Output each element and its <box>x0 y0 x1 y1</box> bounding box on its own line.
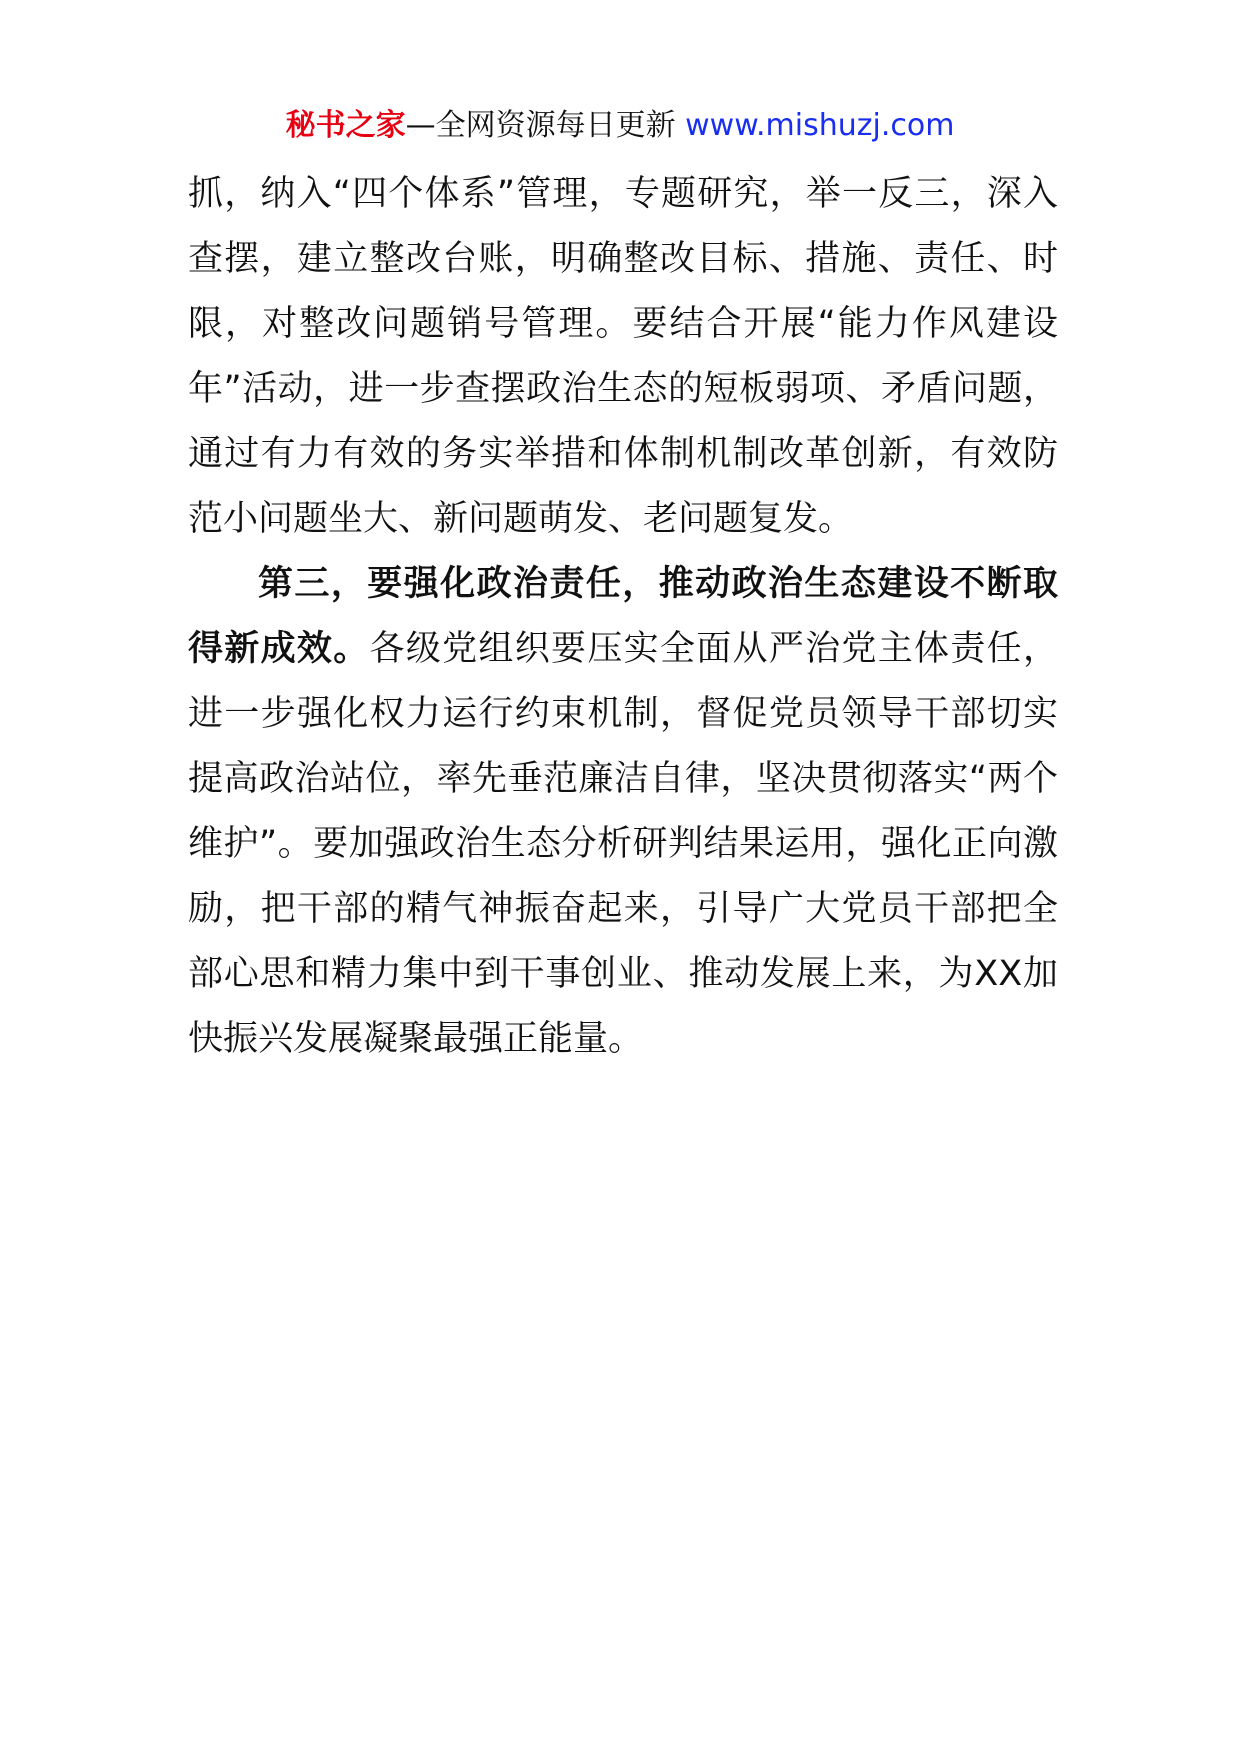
document-body <box>188 162 1058 1072</box>
paragraph-text: 各级党组织要压实全面从严治党主体责任，进一步强化权力运行约束机制，督促党员领导干部切实提高政治站位，率先垂范廉洁自律，坚决贯彻落实“两个维护”。要加强政治生态分析研判结果运用，强化正向激励，把干部的精气神振奋起来，引导广大党员干部把全部心思和精力集中到干事创业、推动发展上来，为XX加快振兴发展凝聚最强正能量。 <box>188 629 1058 1059</box>
paragraph-third-point <box>188 552 1058 1072</box>
site-brand: 秘书之家 <box>285 108 406 143</box>
paragraph-heading: 第三，要强化政治责任，推动政治生态建设不断取得新成效。 <box>188 564 1058 669</box>
site-header <box>0 104 1240 148</box>
site-url-link[interactable]: www.mishuzj.com <box>685 108 955 143</box>
paragraph-text: 抓，纳入“四个体系”管理，专题研究，举一反三，深入查摆，建立整改台账，明确整改目标、措施、责任、时限，对整改问题销号管理。要结合开展“能力作风建设年”活动，进一步查摆政治生态的短板弱项、矛盾问题，通过有力有效的务实举措和体制机制改革创新，有效防范小问题坐大、新问题萌发、老问题复发。 <box>188 174 1058 539</box>
site-tagline: —全网资源每日更新 <box>405 108 686 143</box>
paragraph-continuation <box>188 162 1058 552</box>
